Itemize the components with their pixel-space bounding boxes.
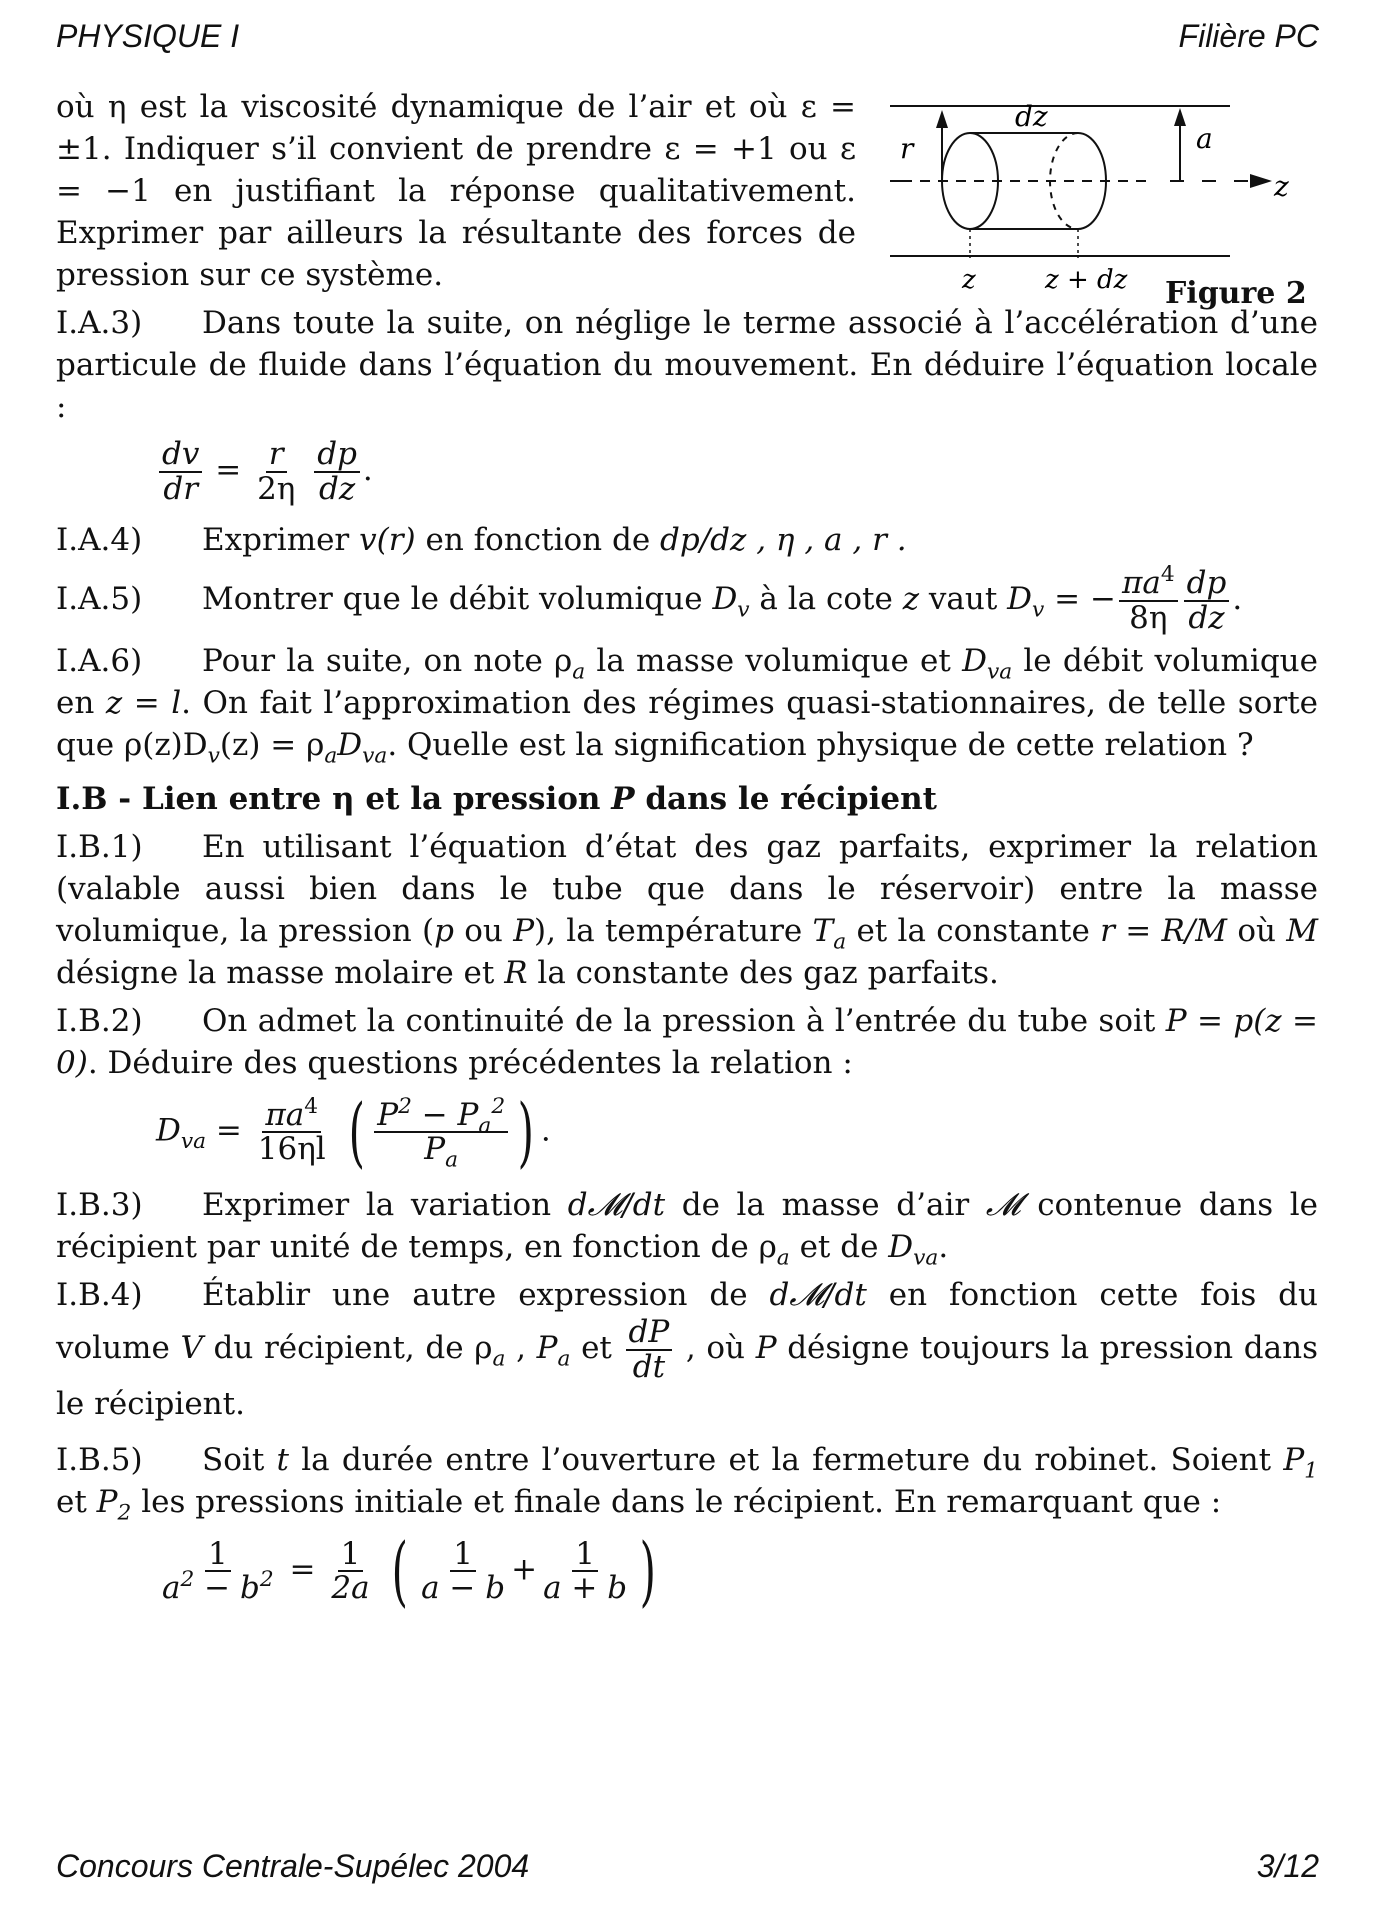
question-IA3: I.A.3) Dans toute la suite, on néglige le terme associé à l’accélération d’une particule de fluide dans l’équation du mouvement. En déduire l’équation locale : xyxy=(56,305,1318,425)
header-track: Filière PC xyxy=(1178,18,1319,54)
question-IB2: I.B.2) On admet la continuité de la pression à l’entrée du tube soit P = p(z = 0). Déduire des questions précédentes la relation : xyxy=(56,1003,1318,1082)
r-label: r xyxy=(900,132,914,165)
question-IB1: I.B.1) En utilisant l’équation d’état des gaz parfaits, exprimer la relation (valable aussi bien dans le tube que dans le réservoir) entre la masse volumique, la pression (p ou P), la température $T_a$ et la constante r = R/M où M désigne la masse molaire et R la constante des gaz parfaits. xyxy=(56,829,1319,992)
question-IB5: I.B.5) Soit t la durée entre l’ouverture et la fermeture du robinet. Soient $P_1$ et $P_2$ les pressions initiale et finale dans le récipient. En remarquant que : xyxy=(56,1442,1318,1526)
header-subject: PHYSIQUE I xyxy=(56,18,240,54)
zdz-position-label: z + dz xyxy=(1045,265,1128,295)
figure-caption: Figure 2 xyxy=(1165,276,1307,311)
equation-Dva: $D_{va}$ = $\frac{\pi a^4}{16\eta l}$ ( $\frac{P^2 - P_a^2}{P_a}$ ) . xyxy=(156,1087,551,1177)
question-IB4: I.B.4) Établir une autre expression de d𝓜/dt en fonction cette fois du volume V du récipient, de $\rho_a$ , $P_a$ et $\frac{dP}{dt}$ , où P désigne toujours la pression dans le récipient. xyxy=(56,1277,1318,1423)
z-axis-label: z xyxy=(1274,170,1289,203)
section-title-IB: I.B - Lien entre η et la pression P dans le récipient xyxy=(56,781,937,818)
footer-exam-name: Concours Centrale-Supélec 2004 xyxy=(56,1848,530,1884)
question-IA4: I.A.4) Exprimer v(r) en fonction de dp/dz , η , a , r . xyxy=(56,522,907,559)
dz-label: dz xyxy=(1015,100,1048,133)
footer-page-number: 3/12 xyxy=(1256,1848,1319,1884)
equation-dv-dr: $\frac{dv}{dr}$ = $\frac{r}{2\eta}$ $\frac{dp}{dz}$ . xyxy=(56,438,1318,505)
question-IA6: I.A.6) Pour la suite, on note $\rho_a$ la masse volumique et $D_{va}$ le débit volumique en z = l. On fait l’approximation des régimes quasi-stationnaires, de telle sorte que $\rho(z)D_v(z) = \rho_aD_{va}$. Quelle est la signification physique de cette relation ? xyxy=(56,643,1318,769)
equation-partial-fractions: $\frac{1}{a^2 - b^2}$ = $\frac{1}{2a}$ ( $\frac{1}{a - b}$ + $\frac{1}{a + b}$ ) xyxy=(162,1526,657,1616)
z-position-label: z xyxy=(962,265,976,295)
question-IB3: I.B.3) Exprimer la variation d𝓜/dt de la masse d’air 𝓜 contenue dans le récipient par unité de temps, en fonction de $\rho_a$ et de $D_{va}$. xyxy=(56,1187,1319,1271)
intro-paragraph: où η est la viscosité dynamique de l’air et où ε = ±1. Indiquer s’il convient de prendre ε = +1 ou ε = −1 en justifiant la réponse qualitativement. Exprimer par ailleurs la résultante des forces de pression sur ce système. xyxy=(56,89,857,293)
main-content xyxy=(56,86,1318,1623)
question-IA5: I.A.5) Montrer que le débit volumique $D_v$ à la cote z vaut $D_v$ = − $\frac{\pi a^4}{8\eta}$ $\frac{dp}{dz}$ . xyxy=(56,562,1243,636)
a-label: a xyxy=(1196,122,1213,155)
